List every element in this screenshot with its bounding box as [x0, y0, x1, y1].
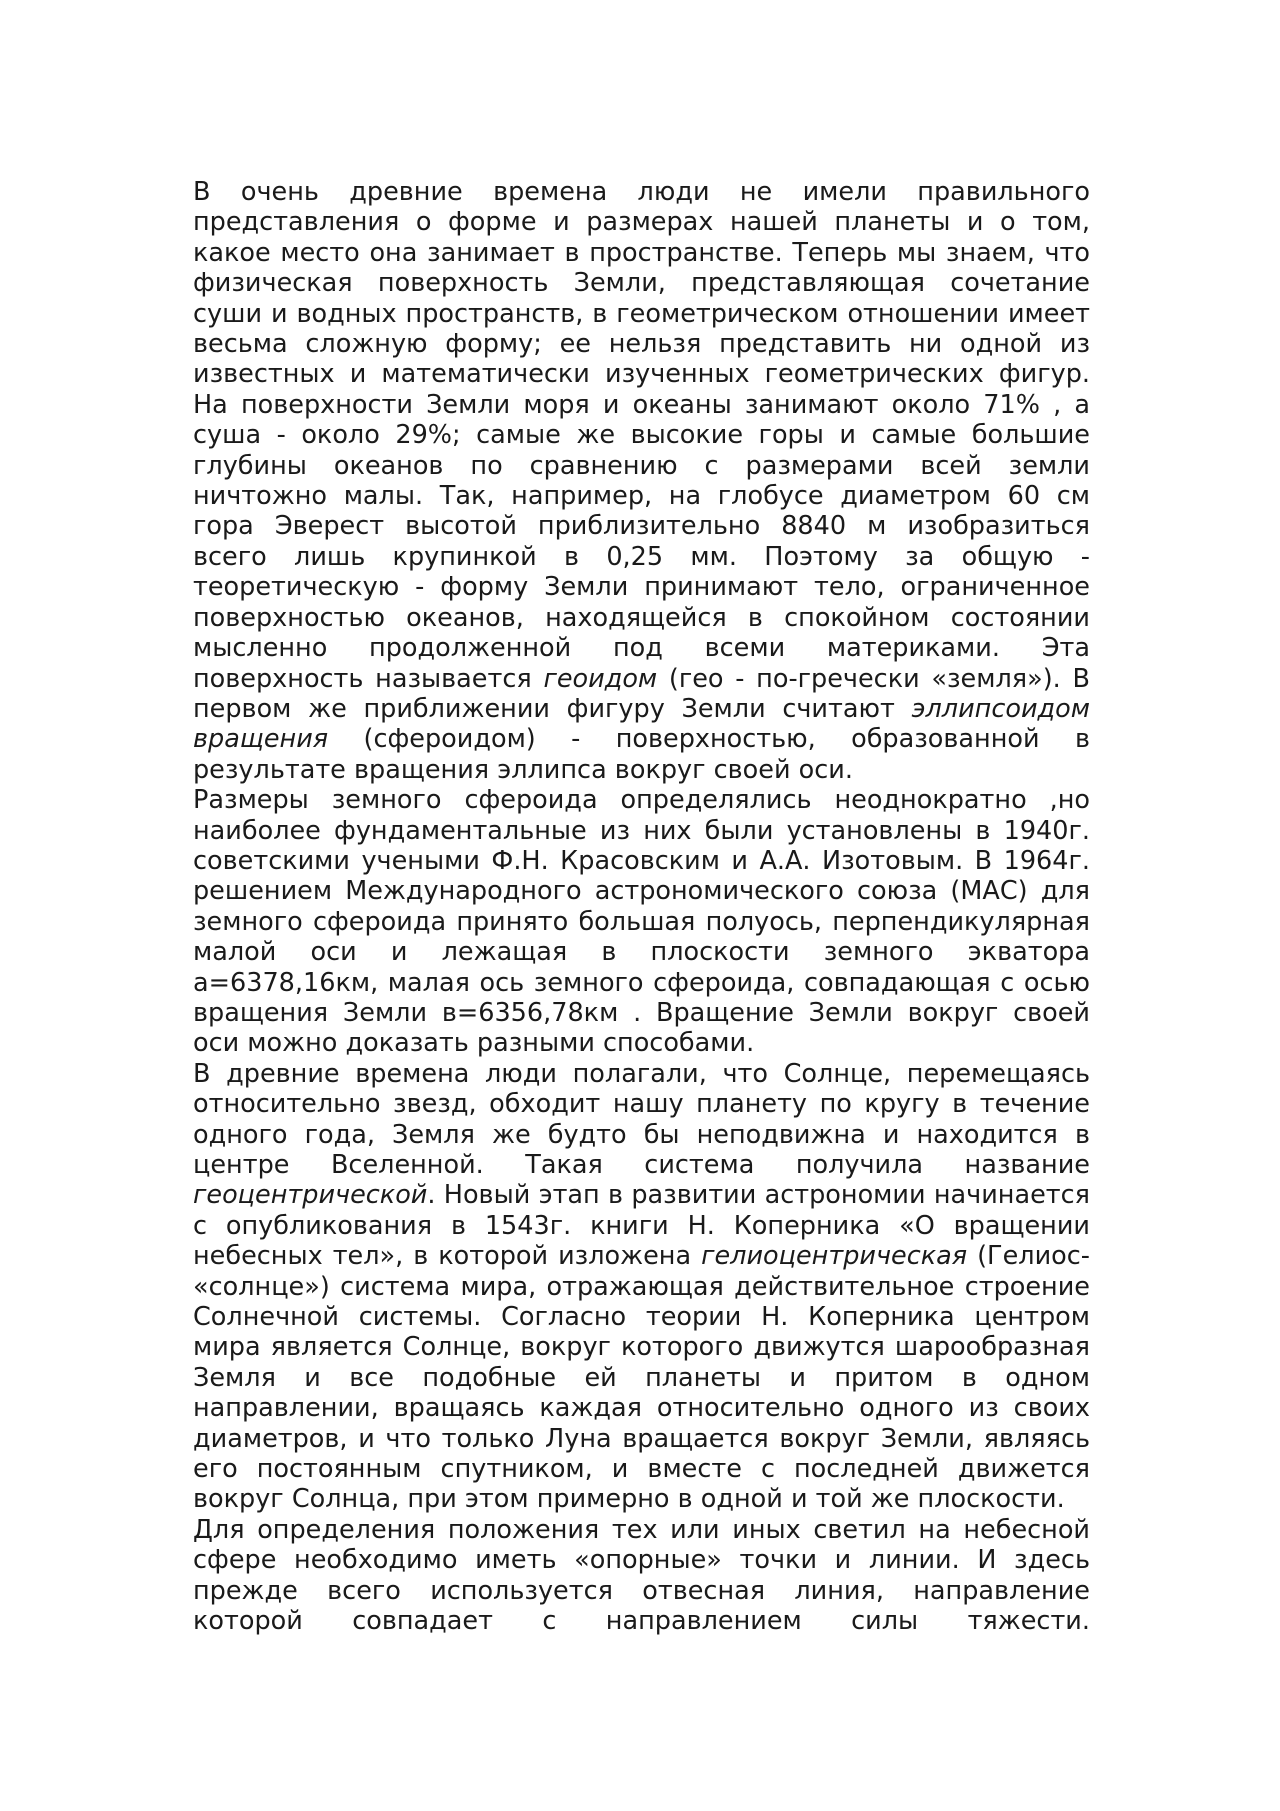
text-run: В древние времена люди полагали, что Солнце, перемещаясь относительно звезд, обходит нашу планету по кругу в течение одного года, Земля же будто бы неподвижна и находится в центре Вселенной. Такая система получила название — [193, 1058, 1090, 1180]
text-run: . Новый этап в развитии астрономии начинается с опубликования в 1543г. книги Н. Коперника «О вращении небесных тел», в которой изложена — [193, 1180, 1090, 1272]
text-run: Для определения положения тех или иных светил на небесной сфере необходимо иметь «опорные» точки и линии. И здесь прежде всего используется отвесная линия, направление которой совпадает с направлением силы тяжести. — [193, 1514, 1090, 1637]
paragraph-reference-lines — [193, 1515, 1090, 1637]
term-geoid: геоидом — [543, 663, 658, 694]
paragraph-earth-shape — [193, 177, 1090, 785]
paragraph-spheroid-dimensions — [193, 785, 1090, 1059]
term-heliocentric: гелиоцентрическая — [701, 1241, 968, 1272]
text-run: (сфероидом) - поверхностью, образованной в результате вращения эллипса вокруг своей оси. — [193, 724, 1090, 785]
text-run: (Гелиос- «солнце») система мира, отражающая действительное строение Солнечной системы. Согласно теории Н. Коперника центром мира является Солнце, вокруг которого движутся шарообразная Земля и все подобные ей планеты и притом в одном направлении, вращаясь каждая относительно одного из своих диаметров, и что только Луна вращается вокруг Земли, являясь его постоянным спутником, и вместе с последней движется вокруг Солнца, при этом примерно в одной и той же плоскости. — [193, 1241, 1090, 1515]
text-run: Размеры земного сфероида определялись неоднократно ,но наиболее фундаментальные из них были установлены в 1940г. советскими учеными Ф.Н. Красовским и А.А. Изотовым. В 1964г. решением Международного астрономического союза (МАС) для земного сфероида принято большая полуось, перпендикулярная малой оси и лежащая в плоскости земного экватора а=6378,16км, малая ось земного сфероида, совпадающая с осью вращения Земли в=6356,78км . Вращение Земли вокруг своей оси можно доказать разными способами. — [193, 785, 1090, 1059]
term-geocentric: геоцентрической — [193, 1180, 428, 1211]
text-run: (гео - по-гречески «земля»). В первом же приближении фигуру Земли считают — [193, 663, 1090, 724]
paragraph-world-systems — [193, 1059, 1090, 1515]
term-ellipsoid: эллипсоидом вращения — [193, 693, 1090, 755]
body-text — [193, 177, 1090, 1637]
text-run: В очень древние времена люди не имели правильного представления о форме и размерах нашей планеты и о том, какое место она занимает в пространстве. Теперь мы знаем, что физическая поверхность Земли, представляющая сочетание суши и водных пространств, в геометрическом отношении имеет весьма сложную форму; ее нельзя представить ни одной из известных и математически изученных геометрических фигур. На поверхности Земли моря и океаны занимают около 71% , а суша - около 29%; самые же высокие горы и самые большие глубины океанов по сравнению с размерами всей земли ничтожно малы. Так, например, на глобусе диаметром 60 см гора Эверест высотой приблизительно 8840 м изобразиться всего лишь крупинкой в 0,25 мм. Поэтому за общую - теоретическую - форму Земли принимают тело, ограниченное поверхностью океанов, находящейся в спокойном состоянии мысленно продолженной под всеми материками. Эта поверхность называется — [193, 177, 1090, 694]
